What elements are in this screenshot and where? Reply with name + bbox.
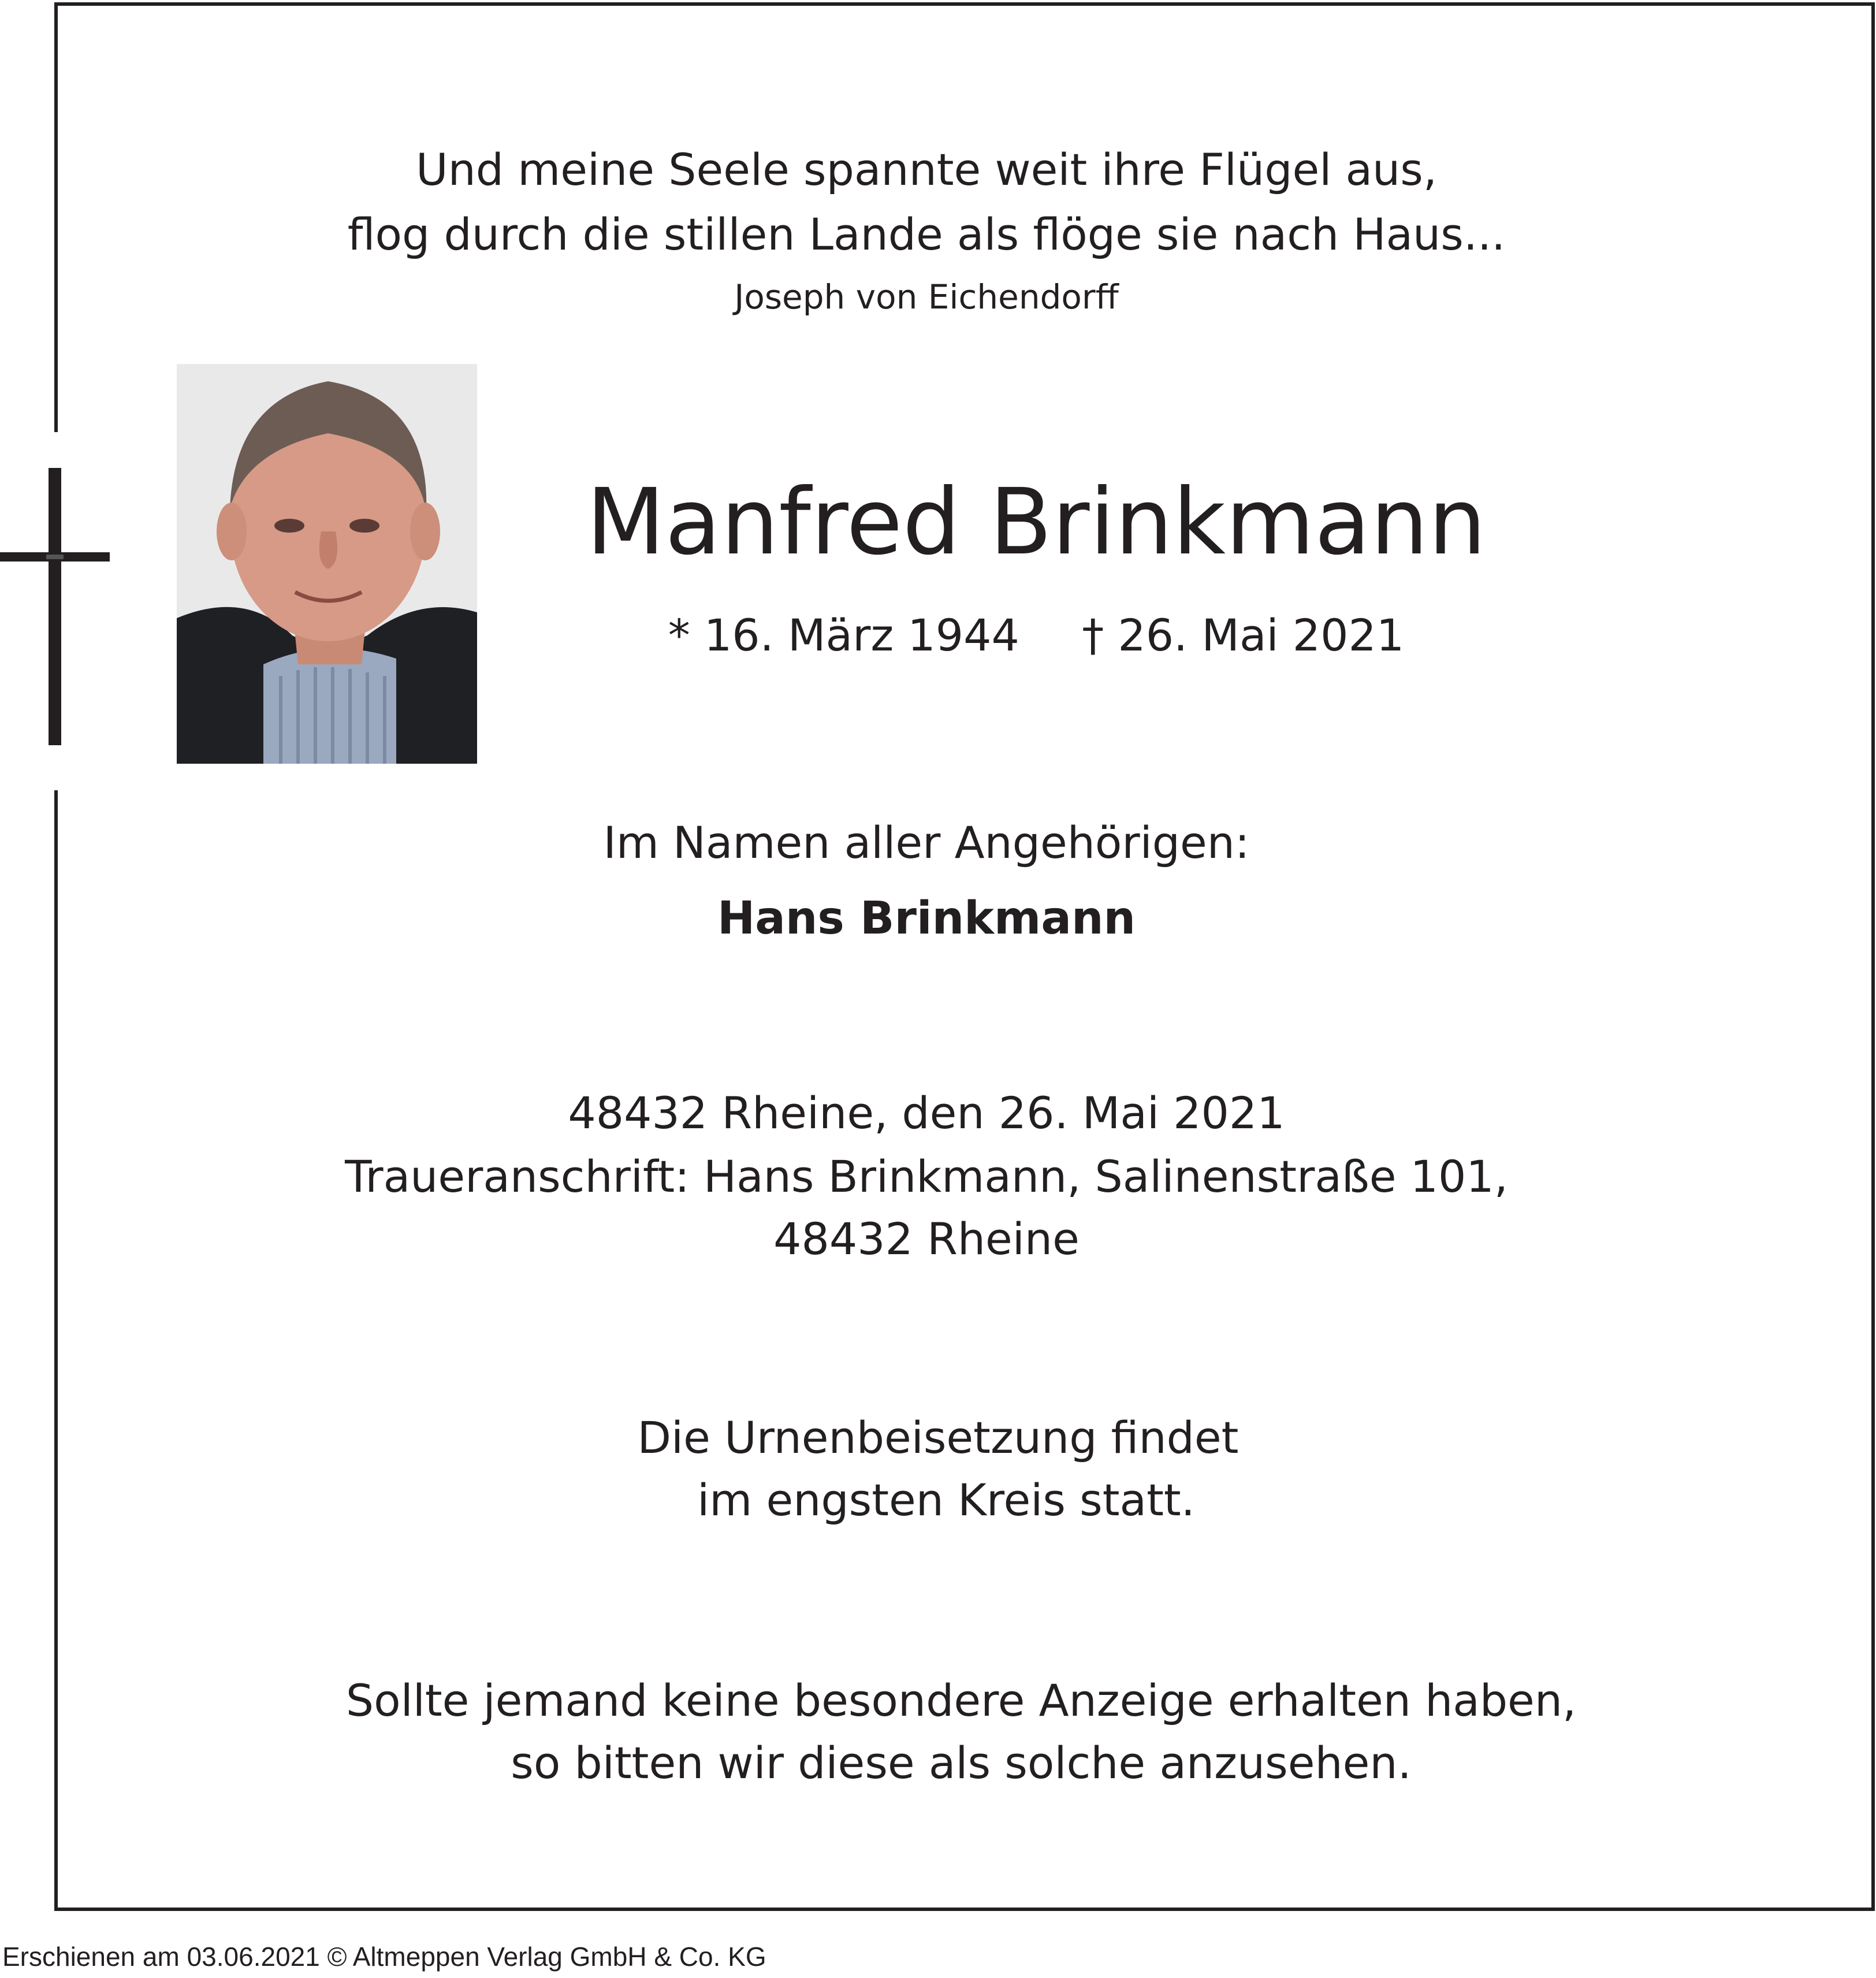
publication-footer: Erschienen am 03.06.2021 © Altmeppen Verlag GmbH & Co. KG <box>2 1942 766 1972</box>
quote-author: Joseph von Eichendorff <box>734 277 1119 317</box>
burial-line-2: im engsten Kreis statt. <box>697 1474 1195 1526</box>
border-bottom <box>54 1908 1875 1911</box>
burial-line-1: Die Urnenbeisetzung findet <box>637 1412 1239 1463</box>
border-top <box>54 2 1875 6</box>
mourning-address-city: 48432 Rheine <box>773 1213 1080 1265</box>
life-dates <box>98 609 1876 661</box>
quote-line-2: flog durch die stillen Lande als flöge sie nach Haus... <box>347 209 1506 260</box>
cross-icon <box>0 456 113 751</box>
mourning-address: Traueranschrift: Hans Brinkmann, Salinenstraße 101, <box>345 1151 1508 1202</box>
deceased-name: Manfred Brinkmann <box>586 469 1486 575</box>
place-date: 48432 Rheine, den 26. Mai 2021 <box>568 1087 1285 1139</box>
notice-line-1: Sollte jemand keine besondere Anzeige erhalten haben, <box>345 1675 1577 1726</box>
birth-date: * 16. März 1944 <box>668 609 1019 661</box>
death-date: † 26. Mai 2021 <box>1082 609 1405 661</box>
quote-line-1: Und meine Seele spannte weit ihre Flügel aus, <box>416 144 1437 195</box>
family-intro: Im Namen aller Angehörigen: <box>603 817 1250 868</box>
signer-name: Hans Brinkmann <box>717 893 1136 945</box>
notice-line-2: so bitten wir diese als solche anzusehen. <box>511 1737 1412 1789</box>
border-right <box>1871 2 1875 1911</box>
